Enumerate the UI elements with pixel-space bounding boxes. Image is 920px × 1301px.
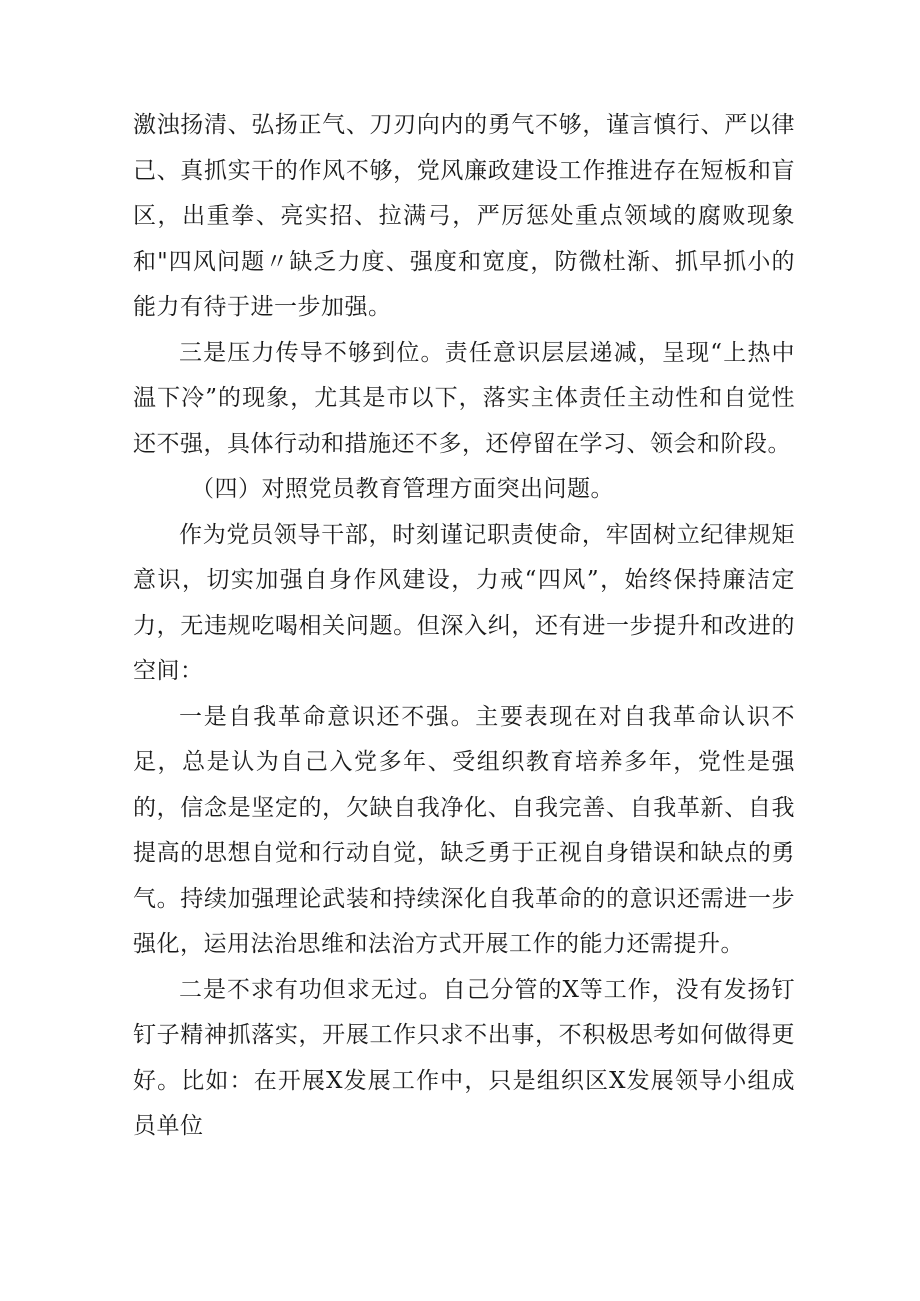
paragraph-continuation: 激浊扬清、弘扬正气、刀刃向内的勇气不够，谨言慎行、严以律己、真抓实干的作风不够，党风廉政建设工作推进存在短板和盲区，出重拳、亮实招、拉满弓，严厉惩处重点领域的腐败现象和"四风问题〃缺乏力度、强度和宽度，防微杜渐、抓早抓小的能力有待于进一步加强。	[133, 112, 795, 320]
paragraph-point-three: 三是压力传导不够到位。责任意识层层递减，呈现“上热中温下冷”的现象，尤其是市以下，落实主体责任主动性和自觉性还不强，具体行动和措施还不多，还停留在学习、领会和阶段。	[133, 339, 795, 457]
paragraph-point-one: 一是自我革命意识还不强。主要表现在对自我革命认识不足，总是认为自己入党多年、受组织教育培养多年，党性是强的，信念是坚定的，欠缺自我净化、自我完善、自我革新、自我提高的思想自觉和行动自觉，缺乏勇于正视自身错误和缺点的勇气。持续加强理论武装和持续深化自我革命的的意识还需进一步强化，运用法治思维和法治方式开展工作的能力还需提升。	[133, 703, 795, 957]
paragraph-intro: 作为党员领导干部，时刻谨记职责使命，牢固树立纪律规矩意识，切实加强自身作风建设，力戒“四风”，始终保持廉洁定力，无违规吃喝相关问题。但深入纠，还有进一步提升和改进的空间：	[133, 521, 795, 684]
paragraph-point-two: 二是不求有功但求无过。自己分管的X等工作，没有发扬钉钉子精神抓落实，开展工作只求不出事，不积极思考如何做得更好。比如：在开展X发展工作中，只是组织区X发展领导小组成员单位	[133, 976, 795, 1139]
document-body	[133, 103, 795, 1150]
section-heading-four: （四）对照党员教育管理方面突出问题。	[191, 476, 614, 502]
